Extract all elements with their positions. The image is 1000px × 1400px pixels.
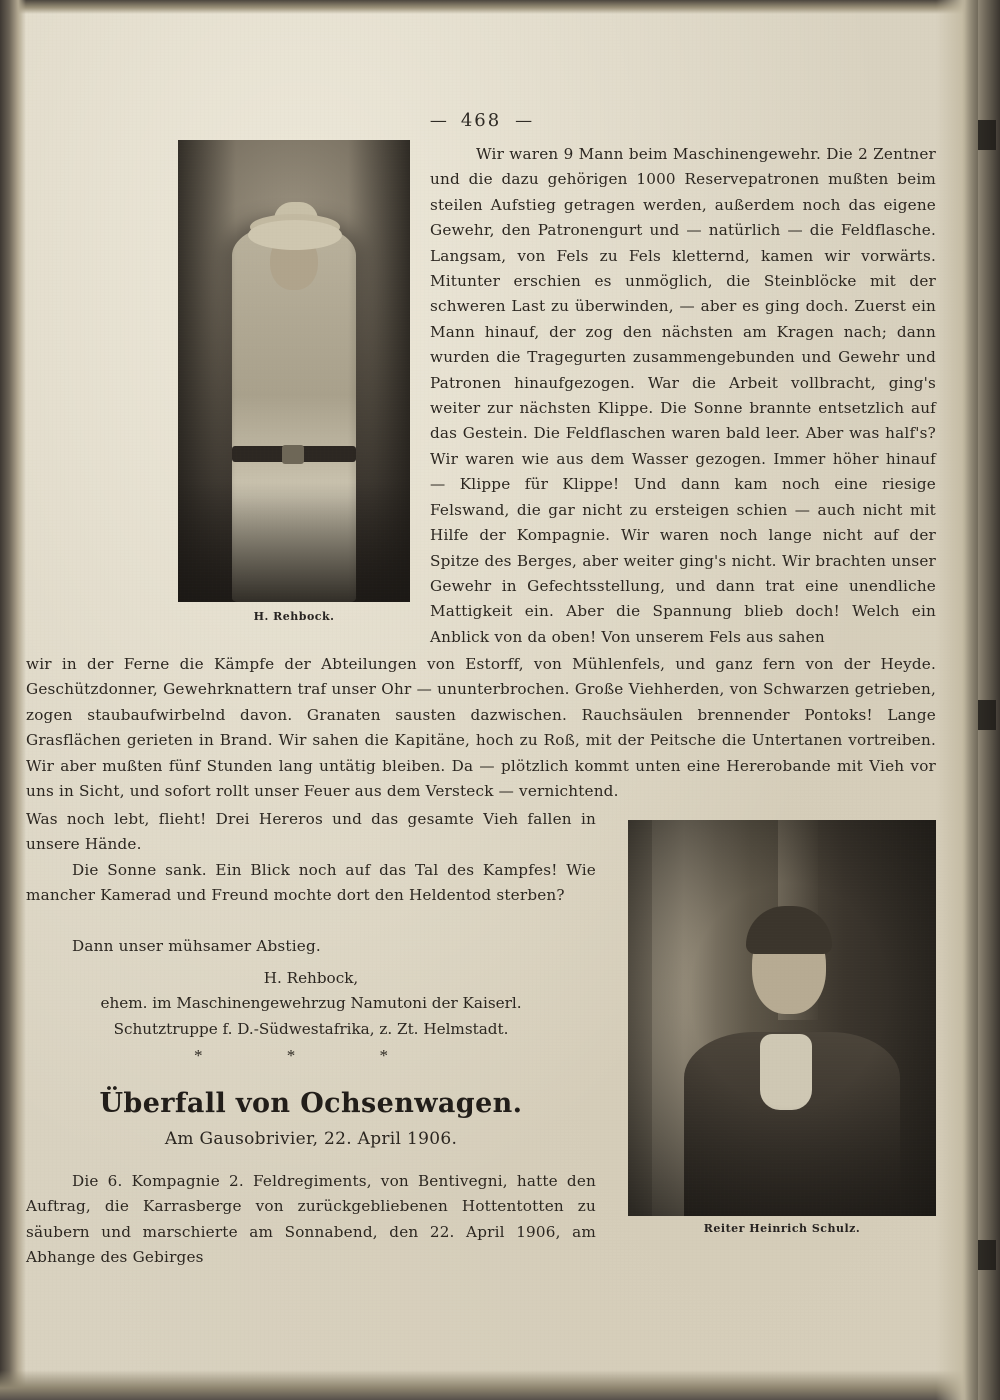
article-one-signature bbox=[26, 966, 596, 1042]
page-edge-left bbox=[0, 0, 26, 1400]
article-two-title: Überfall von Ochsenwagen. bbox=[99, 1088, 523, 1119]
figure-caption-rehbock: H. Rehbock. bbox=[253, 610, 335, 623]
article-two-body bbox=[26, 1169, 596, 1271]
page-gutter-shadow bbox=[962, 0, 978, 1400]
article-two-header bbox=[26, 1088, 596, 1149]
page-number-value: 468 bbox=[460, 110, 502, 131]
page-edge-top bbox=[0, 0, 1000, 14]
figure-caption-schulz: Reiter Heinrich Schulz. bbox=[703, 1222, 861, 1235]
section-divider-stars: * * * bbox=[194, 1046, 428, 1065]
scanner-marker-top bbox=[978, 120, 996, 150]
signature-name: H. Rehbock, bbox=[263, 969, 359, 987]
article-two-paragraph: Die 6. Kompagnie 2. Feldregiments, von Bentivegni, hatte den Auftrag, die Karrasberge von zurückgebliebenen Hottentotten zu säubern und marschierte am Sonnabend, den 22. April 1906, am Abhange des Gebirges bbox=[26, 1172, 596, 1267]
page-number-dash-left: — bbox=[429, 111, 447, 131]
figure-portrait-young-man bbox=[628, 820, 936, 1216]
article-one-fullwidth-block bbox=[26, 652, 936, 804]
article-one-left-text-2: Die Sonne sank. Ein Blick noch auf das Tal des Kampfes! Wie mancher Kamerad und Freund mochte dort den Heldentod sterben? bbox=[26, 861, 596, 905]
scanner-marker-bottom bbox=[978, 1240, 996, 1270]
article-two-subtitle: Am Gausobrivier, 22. April 1906. bbox=[164, 1129, 458, 1149]
article-one-left-paragraph-2 bbox=[26, 858, 596, 909]
article-one-right-column bbox=[430, 142, 936, 650]
figure-portrait-standing-soldier bbox=[178, 140, 410, 602]
article-one-fullwidth-text: wir in der Ferne die Kämpfe der Abteilungen von Estorff, von Mühlenfels, und ganz fern von der Heyde. Geschützdonner, Gewehrknattern traf unser Ohr — ununterbrochen. Große Viehherden, von Schwarzen getrieben, zogen staubaufwirbelnd davon. Granaten sausten dazwischen. Rauchsäulen brennender Pontoks! Lange Grasflächen gerieten in Brand. Wir sahen die Kapitäne, hoch zu Roß, mit der Peitsche die Untertanen vortreiben. Wir aber mußten fünf Stunden lang untätig bleiben. Da — plötzlich kommt unten eine Hererobande mit Vieh vor uns in Sicht, und sofort rollt unser Feuer aus dem Versteck — vernichtend. bbox=[26, 655, 936, 801]
page-number-dash-right: — bbox=[515, 111, 533, 131]
article-one-left-text-1: Was noch lebt, flieht! Drei Hereros und das gesamte Vieh fallen in unsere Hände. bbox=[26, 810, 596, 854]
page-edge-bottom bbox=[0, 1370, 1000, 1400]
article-one-left-paragraph-1 bbox=[26, 807, 596, 858]
article-one-left-paragraph-3 bbox=[26, 934, 596, 959]
signature-line-3: Schutztruppe f. D.-Südwestafrika, z. Zt. Helmstadt. bbox=[113, 1019, 509, 1038]
article-one-column-text: Wir waren 9 Mann beim Maschinengewehr. Die 2 Zentner und die dazu gehörigen 1000 Reservepatronen mußten beim steilen Aufstieg getragen werden, außerdem noch das eigene Gewehr, den Patronengurt und — natürlich — die Feldflasche. Langsam, von Fels zu Fels kletternd, kamen wir vorwärts. Mitunter erschien es unmöglich, die Steinblöcke mit der schweren Last zu überwinden, — aber es ging doch. Zuerst ein Mann hinauf, der zog den nächsten am Kragen nach; dann wurden die Tragegurten zusammengebunden und Gewehr und Patronen hinaufgezogen. War die Arbeit vollbracht, ging's weiter zur nächsten Klippe. Die Sonne brannte entsetzlich auf das Gestein. Die Feldflaschen waren bald leer. Aber was half's? Wir waren wie aus dem Wasser gezogen. Immer höher hinauf — Klippe für Klippe! Und dann kam noch eine riesige Felswand, die gar nicht zu ersteigen schien — auch nicht mit Hilfe der Kompagnie. Wir waren noch lange nicht auf der Spitze des Berges, aber weiter ging's nicht. Wir brachten unser Gewehr in Gefechtsstellung, und dann trat eine unendliche Mattigkeit ein. Aber die Spannung blieb doch! Welch ein Anblick von da oben! Von unserem Fels aus sahen bbox=[430, 145, 936, 646]
page-sheet bbox=[26, 14, 936, 1384]
signature-line-2: ehem. im Maschinengewehrzug Namutoni der Kaiserl. bbox=[100, 994, 522, 1013]
article-one-left-text-3: Dann unser mühsamer Abstieg. bbox=[72, 937, 321, 955]
scanner-marker-middle bbox=[978, 700, 996, 730]
page-number bbox=[26, 110, 936, 131]
